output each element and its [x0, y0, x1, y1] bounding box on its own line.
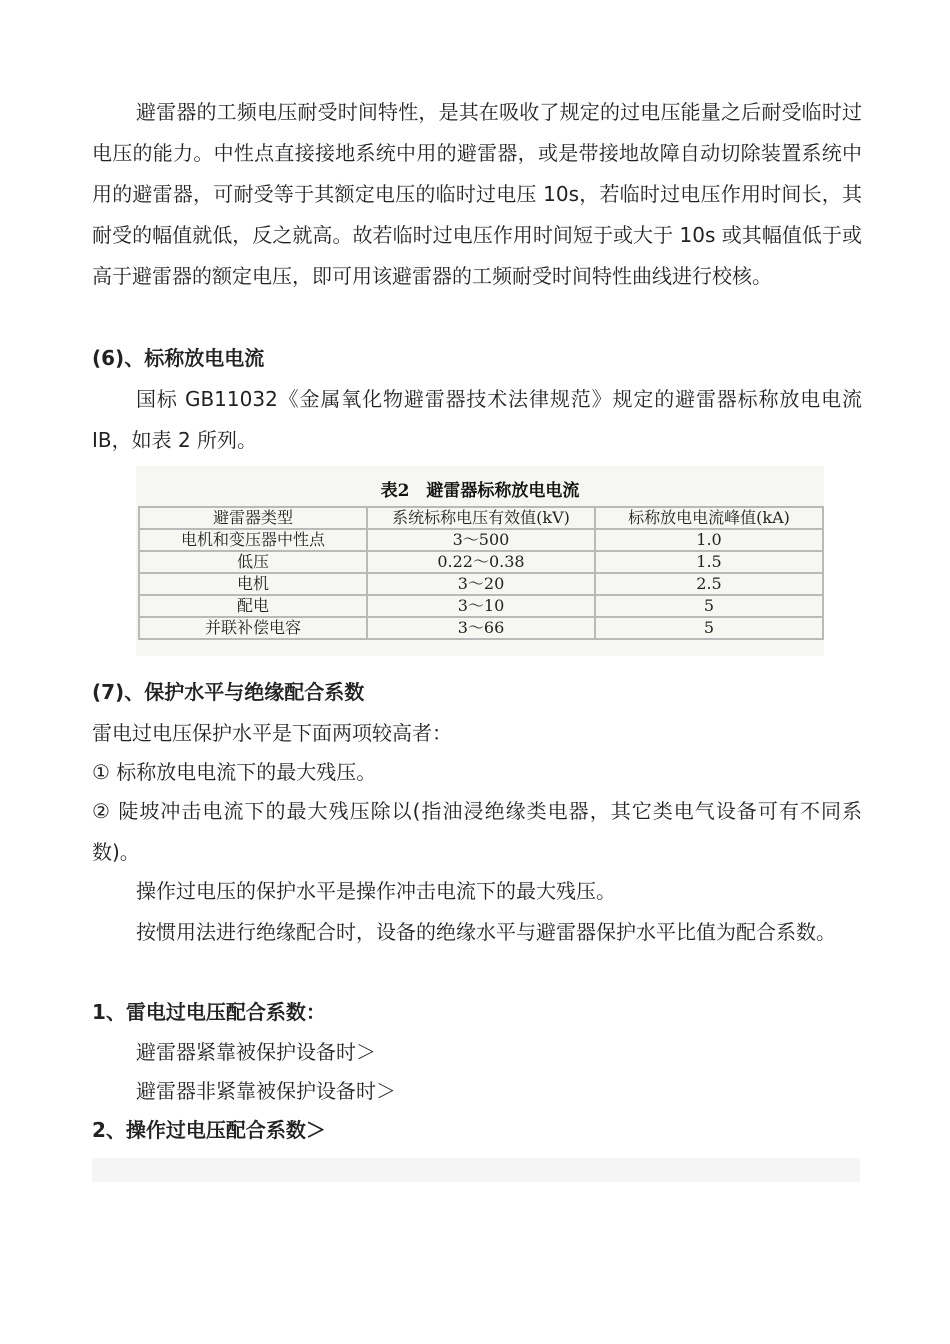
table-cell: 3～10: [367, 595, 595, 617]
header-arrester-type: 避雷器类型: [139, 507, 367, 529]
table-row: [139, 595, 823, 617]
table-cell: 低压: [139, 551, 367, 573]
table-2-figure: [136, 466, 824, 656]
header-discharge-current: 标称放电电流峰值(kA): [595, 507, 823, 529]
table-cell: 3～66: [367, 617, 595, 639]
table-row: [139, 551, 823, 573]
nominal-current-table: [138, 506, 824, 640]
paragraph-lightning-protection-level: 雷电过电压保护水平是下面两项较高者：: [92, 721, 452, 745]
table-row: [139, 617, 823, 639]
table-cell: 5: [595, 595, 823, 617]
table-cell: 并联补偿电容: [139, 617, 367, 639]
paragraph-coordination-factor: 按惯用法进行绝缘配合时，设备的绝缘水平与避雷器保护水平比值为配合系数。: [136, 920, 836, 944]
paragraph-switching-protection-level: 操作过电压的保护水平是操作冲击电流下的最大残压。: [136, 879, 616, 903]
line-non-adjacent-equipment: 避雷器非紧靠被保护设备时＞: [136, 1079, 396, 1103]
table-cell: 0.22～0.38: [367, 551, 595, 573]
heading-lightning-coordination: 1、雷电过电压配合系数：: [92, 1000, 326, 1024]
table-cell: 电机和变压器中性点: [139, 529, 367, 551]
table-cell: 3～20: [367, 573, 595, 595]
table-cell: 电机: [139, 573, 367, 595]
heading-switching-coordination: 2、操作过电压配合系数＞: [92, 1118, 326, 1142]
table-cell: 1.0: [595, 529, 823, 551]
paragraph-withstand-characteristic: 避雷器的工频电压耐受时间特性，是其在吸收了规定的过电压能量之后耐受临时过电压的能力。中性点直接接地系统中用的避雷器，或是带接地故障自动切除装置系统中用的避雷器，可耐受等于其额定电压的临时过电压 10s，若临时过电压作用时间长，其耐受的幅值就低，反之就高。故若临时过电压作用时间短于或大于 10s 或其幅值低于或高于避雷器的额定电压，即可用该避雷器的工频耐受时间特性曲线进行校核。: [92, 100, 862, 288]
heading-nominal-discharge-current: (6)、标称放电电流: [92, 346, 265, 370]
table-cell: 配电: [139, 595, 367, 617]
table-cell: 2.5: [595, 573, 823, 595]
table-row: [139, 573, 823, 595]
list-item-1: ① 标称放电电流下的最大残压。: [92, 760, 377, 784]
table-header-row: [139, 507, 823, 529]
footer-divider: [92, 1158, 860, 1182]
list-item-2: ② 陡坡冲击电流下的最大残压除以(指油浸绝缘类电器，其它类电气设备可有不同系数)。: [92, 799, 862, 864]
heading-protection-level: (7)、保护水平与绝缘配合系数: [92, 680, 365, 704]
table-title: 表2 避雷器标称放电电流: [380, 481, 580, 501]
table-cell: 3～500: [367, 529, 595, 551]
table-cell: 1.5: [595, 551, 823, 573]
line-adjacent-equipment: 避雷器紧靠被保护设备时＞: [136, 1040, 376, 1064]
table-row: [139, 529, 823, 551]
table-cell: 5: [595, 617, 823, 639]
header-system-voltage: 系统标称电压有效值(kV): [367, 507, 595, 529]
paragraph-standard-reference: 国标 GB11032《金属氧化物避雷器技术法律规范》规定的避雷器标称放电电流 IB，如表 2 所列。: [92, 387, 862, 452]
